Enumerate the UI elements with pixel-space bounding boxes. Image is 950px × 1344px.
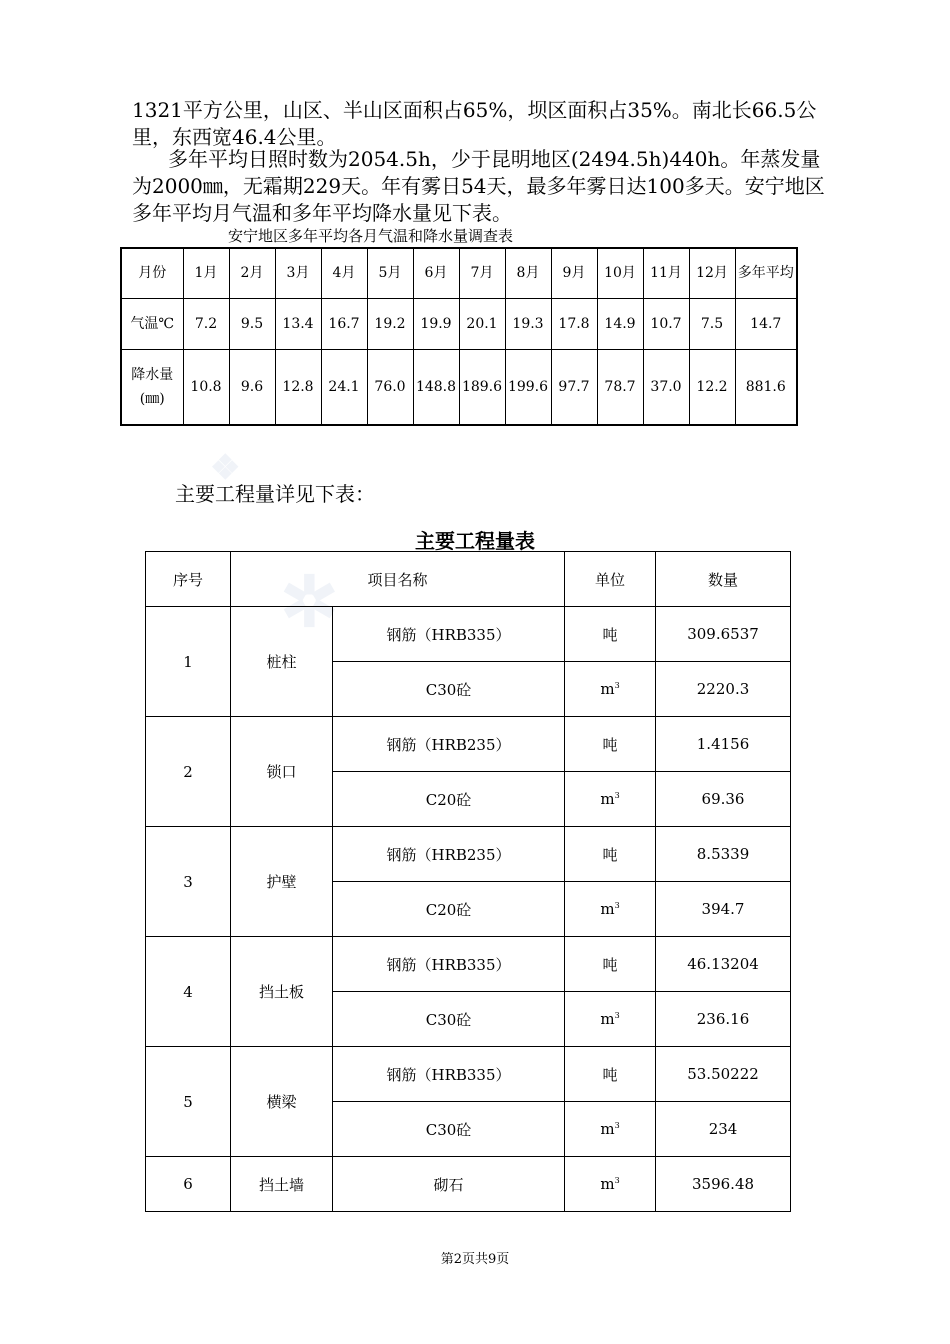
climate-cell: 9.6 <box>229 349 275 425</box>
climate-cell: 19.9 <box>413 298 459 349</box>
item-quantity: 236.16 <box>656 992 791 1047</box>
item-unit: $m^3$ <box>565 882 656 937</box>
item-unit: 吨 <box>565 827 656 882</box>
item-quantity: 53.50222 <box>656 1047 791 1102</box>
paragraph-area: 1321平方公里，山区、半山区面积占65%，坝区面积占35%。南北长66.5公里，东西宽46.4公里。 <box>132 98 817 149</box>
item-no: 3 <box>146 827 231 937</box>
item-quantity: 234 <box>656 1102 791 1157</box>
item-unit: 吨 <box>565 717 656 772</box>
climate-cell: 189.6 <box>459 349 505 425</box>
quantity-header-row <box>146 552 791 607</box>
climate-table-caption: 安宁地区多年平均各月气温和降水量调查表 <box>228 227 514 245</box>
header-qty: 数量 <box>656 552 791 607</box>
climate-cell: 148.8 <box>413 349 459 425</box>
item-material: 砌石 <box>333 1157 565 1212</box>
item-name: 锁口 <box>231 717 333 827</box>
item-unit: $m^3$ <box>565 772 656 827</box>
header-unit: 单位 <box>565 552 656 607</box>
climate-cell: 1月 <box>183 248 229 298</box>
item-material: C20砼 <box>333 882 565 937</box>
watermark-logo: ✲ <box>280 560 339 643</box>
table-row <box>146 1047 791 1102</box>
climate-cell: 4月 <box>321 248 367 298</box>
climate-cell: 7月 <box>459 248 505 298</box>
table-row <box>146 827 791 882</box>
item-name: 挡土板 <box>231 937 333 1047</box>
item-unit: $m^3$ <box>565 662 656 717</box>
item-material: C20砼 <box>333 772 565 827</box>
table-row <box>146 937 791 992</box>
climate-cell: 12.8 <box>275 349 321 425</box>
item-quantity: 394.7 <box>656 882 791 937</box>
page-number: 第2页共9页 <box>440 1252 510 1267</box>
quantity-table <box>145 551 791 1212</box>
paragraph-climate <box>132 146 832 227</box>
table-row <box>146 607 791 662</box>
item-name: 护壁 <box>231 827 333 937</box>
climate-cell: 17.8 <box>551 298 597 349</box>
table-row <box>146 1157 791 1212</box>
climate-cell: 11月 <box>643 248 689 298</box>
item-unit: 吨 <box>565 1047 656 1102</box>
climate-header-row <box>121 248 797 298</box>
climate-cell: 多年平均 <box>735 248 797 298</box>
climate-cell: 9.5 <box>229 298 275 349</box>
climate-table <box>120 247 798 426</box>
climate-cell: 气温℃ <box>121 298 183 349</box>
item-material: 钢筋（HRB235） <box>333 827 565 882</box>
climate-cell: 20.1 <box>459 298 505 349</box>
item-material: C30砼 <box>333 1102 565 1157</box>
item-no: 1 <box>146 607 231 717</box>
climate-cell: 降水量(㎜) <box>121 349 183 425</box>
item-unit: $m^3$ <box>565 1157 656 1212</box>
item-material: 钢筋（HRB235） <box>333 717 565 772</box>
item-name: 桩柱 <box>231 607 333 717</box>
quantity-table-title: 主要工程量表 <box>415 529 535 553</box>
item-quantity: 309.6537 <box>656 607 791 662</box>
climate-cell: 16.7 <box>321 298 367 349</box>
climate-cell: 76.0 <box>367 349 413 425</box>
item-quantity: 8.5339 <box>656 827 791 882</box>
item-material: 钢筋（HRB335） <box>333 937 565 992</box>
climate-cell: 78.7 <box>597 349 643 425</box>
header-no: 序号 <box>146 552 231 607</box>
item-quantity: 3596.48 <box>656 1157 791 1212</box>
climate-cell: 9月 <box>551 248 597 298</box>
climate-cell: 7.2 <box>183 298 229 349</box>
item-name: 横梁 <box>231 1047 333 1157</box>
item-quantity: 2220.3 <box>656 662 791 717</box>
item-no: 4 <box>146 937 231 1047</box>
climate-temp-row <box>121 298 797 349</box>
climate-cell: 13.4 <box>275 298 321 349</box>
item-no: 2 <box>146 717 231 827</box>
item-material: C30砼 <box>333 662 565 717</box>
climate-cell: 24.1 <box>321 349 367 425</box>
header-name: 项目名称 <box>231 552 565 607</box>
climate-cell: 10.7 <box>643 298 689 349</box>
item-unit: 吨 <box>565 937 656 992</box>
paragraph-climate-text: 多年平均日照时数为2054.5h，少于昆明地区(2494.5h)440h。年蒸发量为2000㎜，无霜期229天。年有雾日54天，最多年雾日达100多天。安宁地区多年平均月气温和多年平均降水量见下表。 <box>132 147 825 225</box>
climate-cell: 月份 <box>121 248 183 298</box>
item-material: 钢筋（HRB335） <box>333 607 565 662</box>
climate-cell: 8月 <box>505 248 551 298</box>
item-quantity: 1.4156 <box>656 717 791 772</box>
climate-cell: 6月 <box>413 248 459 298</box>
climate-cell: 12月 <box>689 248 735 298</box>
climate-cell: 97.7 <box>551 349 597 425</box>
climate-cell: 37.0 <box>643 349 689 425</box>
item-no: 5 <box>146 1047 231 1157</box>
climate-cell: 19.3 <box>505 298 551 349</box>
climate-cell: 10.8 <box>183 349 229 425</box>
table-row <box>146 717 791 772</box>
climate-cell: 7.5 <box>689 298 735 349</box>
watermark: ❖ <box>210 448 241 488</box>
climate-cell: 10月 <box>597 248 643 298</box>
climate-cell: 19.2 <box>367 298 413 349</box>
item-unit: $m^3$ <box>565 1102 656 1157</box>
item-unit: $m^3$ <box>565 992 656 1047</box>
item-material: C30砼 <box>333 992 565 1047</box>
climate-cell: 881.6 <box>735 349 797 425</box>
item-quantity: 46.13204 <box>656 937 791 992</box>
climate-cell: 3月 <box>275 248 321 298</box>
climate-cell: 12.2 <box>689 349 735 425</box>
climate-cell: 14.9 <box>597 298 643 349</box>
item-material: 钢筋（HRB335） <box>333 1047 565 1102</box>
quantity-intro: 主要工程量详见下表： <box>175 482 375 506</box>
climate-cell: 2月 <box>229 248 275 298</box>
climate-cell: 199.6 <box>505 349 551 425</box>
climate-rain-row <box>121 349 797 425</box>
item-name: 挡土墙 <box>231 1157 333 1212</box>
item-unit: 吨 <box>565 607 656 662</box>
item-no: 6 <box>146 1157 231 1212</box>
item-quantity: 69.36 <box>656 772 791 827</box>
climate-cell: 5月 <box>367 248 413 298</box>
climate-cell: 14.7 <box>735 298 797 349</box>
